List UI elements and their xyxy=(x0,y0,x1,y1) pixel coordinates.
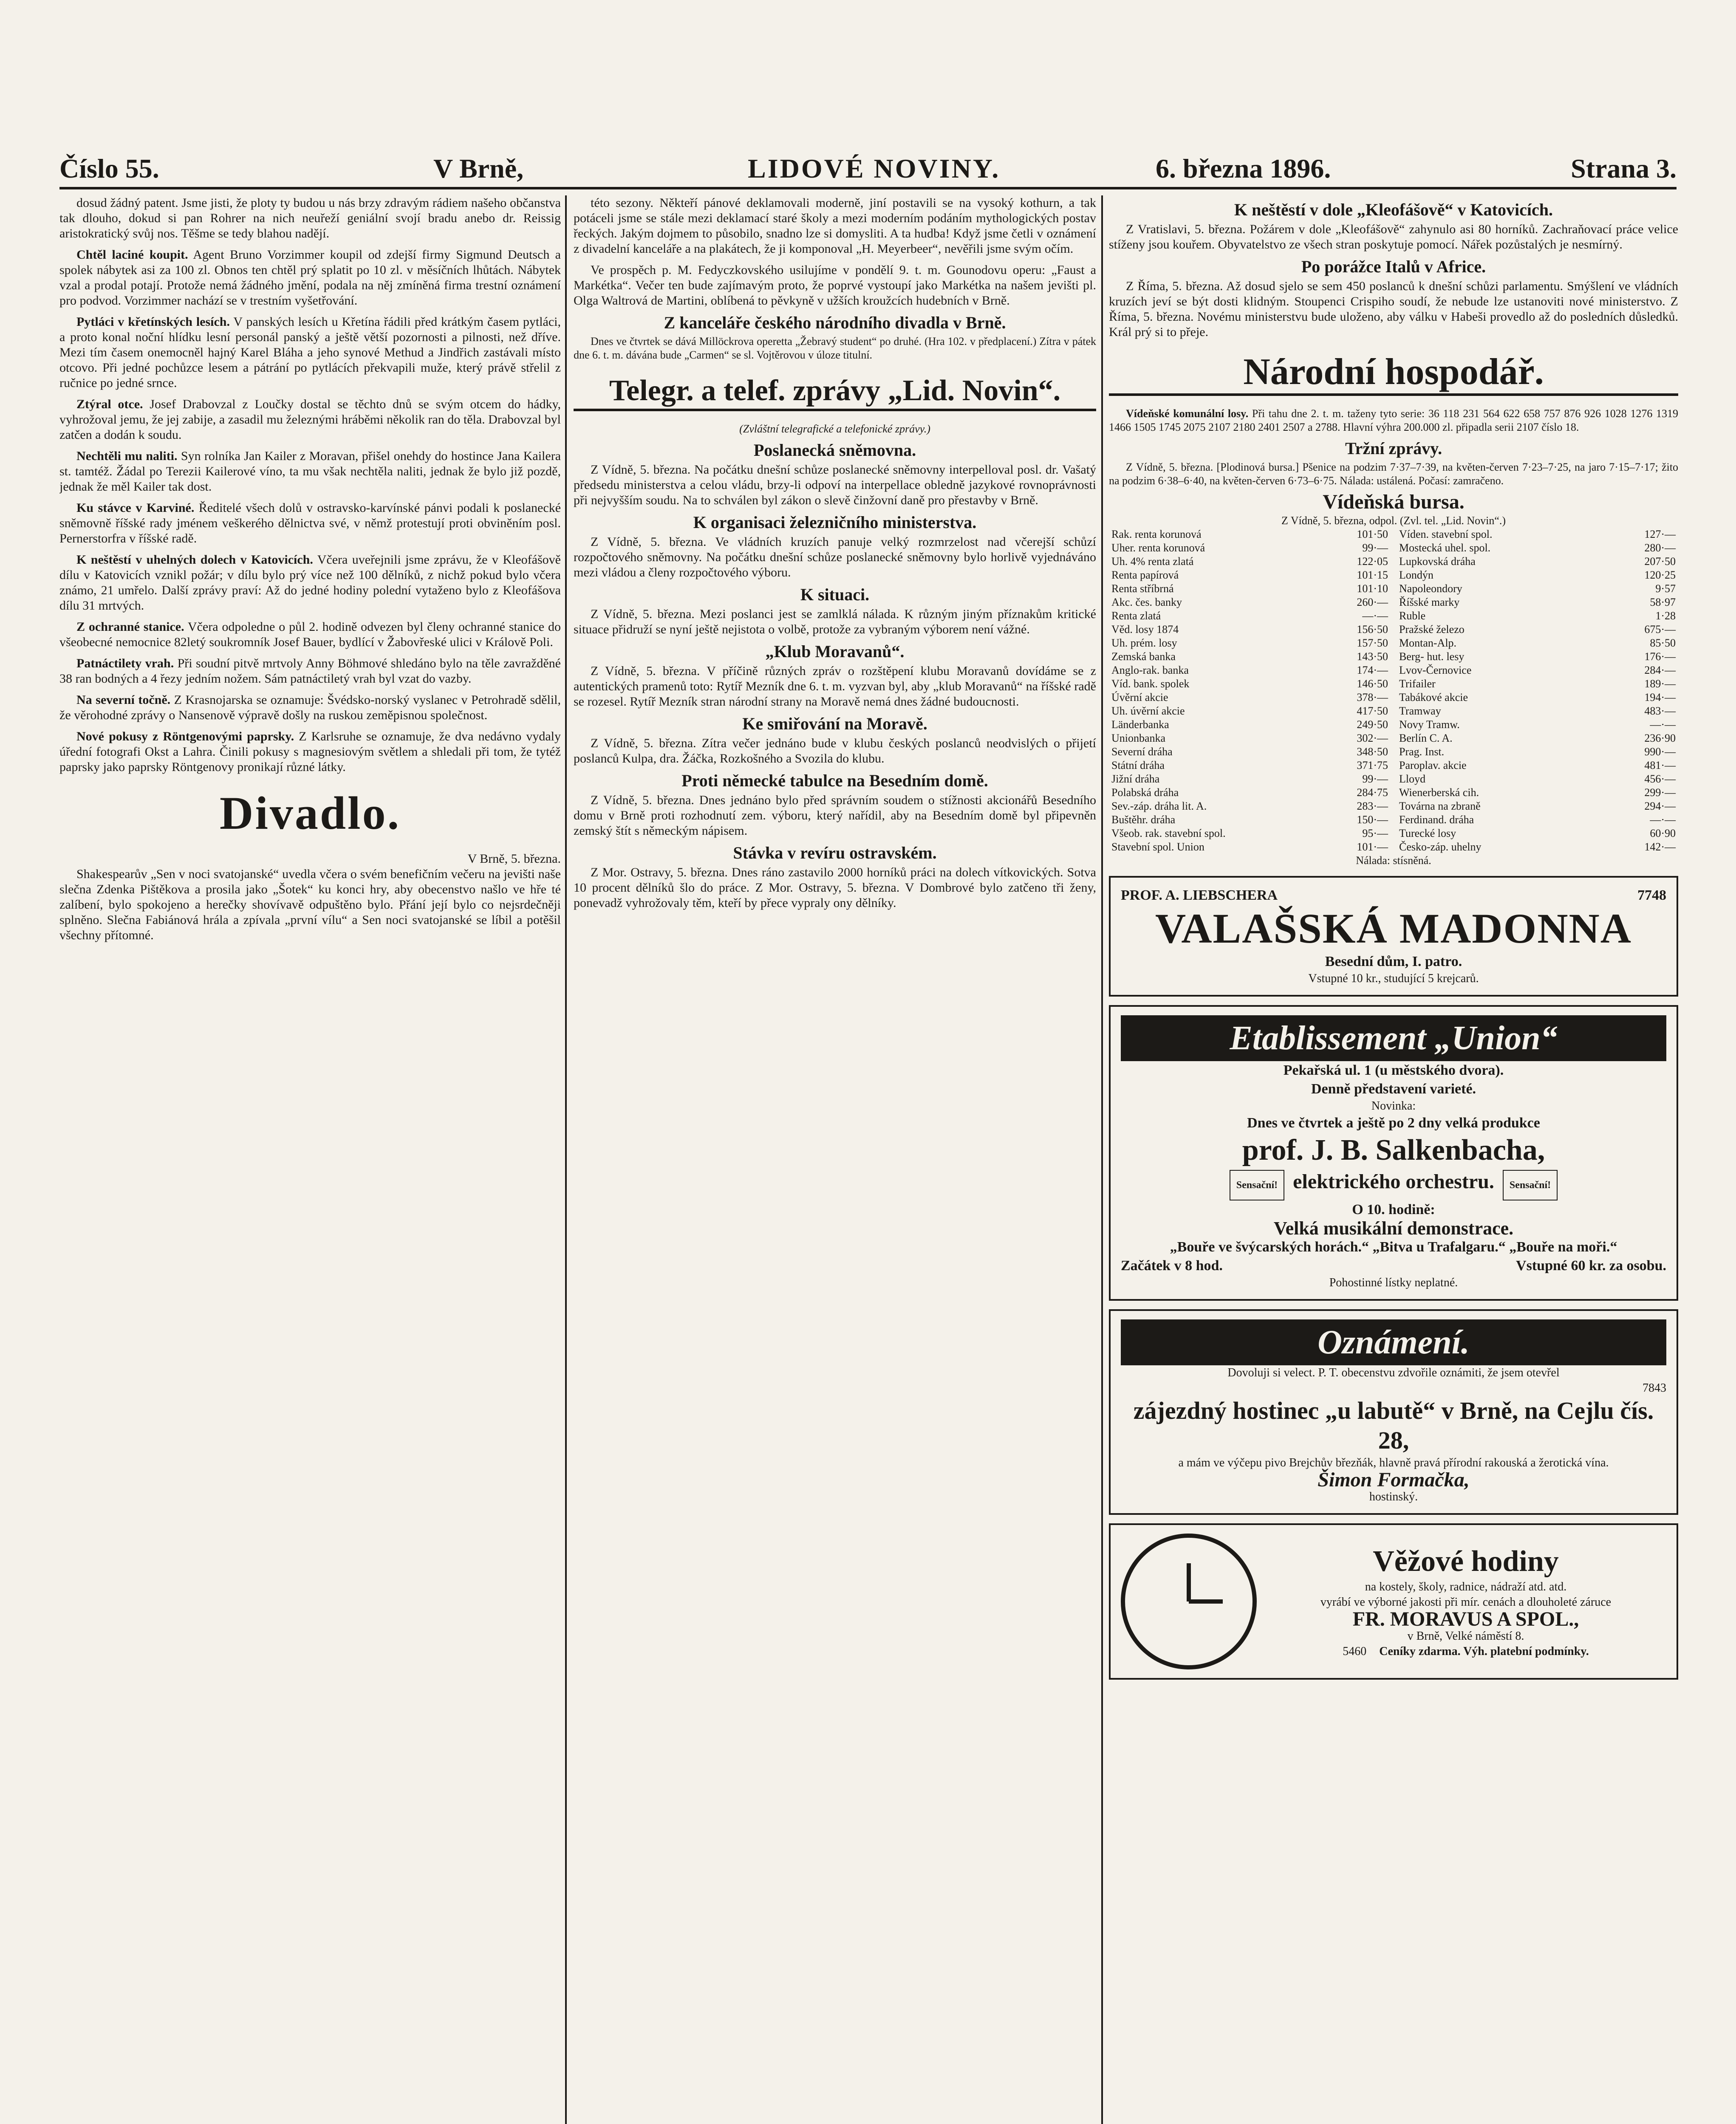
column-left xyxy=(59,195,561,2124)
bursa-row xyxy=(1109,677,1391,691)
bursa-value: 260·— xyxy=(1357,596,1388,608)
bursa-value: 60·90 xyxy=(1650,827,1676,839)
bursa-item: Berlín C. A. xyxy=(1399,732,1453,744)
bursa-row xyxy=(1397,609,1678,623)
bursa-row xyxy=(1109,596,1391,609)
bursa-value: 85·50 xyxy=(1650,637,1676,649)
news-item-title: Nové pokusy z Röntgenovými paprsky. xyxy=(76,729,294,743)
ad-footer-text: Ceníky zdarma. Výh. platební podmínky. xyxy=(1379,1645,1589,1658)
bursa-value: 150·— xyxy=(1357,813,1388,826)
bursa-item: Lloyd xyxy=(1399,773,1426,785)
news-item-title: Pytláci v křetínských lesích. xyxy=(76,315,230,329)
bursa-item: Uh. prém. losy xyxy=(1111,637,1177,649)
news-item: Z Mor. Ostravy, 5. března. Dnes ráno zastavilo 2000 horníků práci na dolech vítkovických. Sotva 10 procent dělníků šlo do práce. Z Mor. Ostravy, 5. března. V Dombrové bylo zatčeno tři ženy, ponevadž vyhrožovaly těm, kteří by přece vypraly ony dělníky. xyxy=(574,865,1096,910)
bursa-item: Státní dráha xyxy=(1111,759,1165,771)
news-item-text: Ředitelé všech dolů v ostravsko-karvínské pánvi podali k poslanecké sněmovně říšské rady jménem veškerého dělnictva své, v němž protestují proti obviněním posl. Pernerstorfra v říšské radě. xyxy=(59,501,561,545)
news-item: Z Vídně, 5. března. V příčině různých zpráv o rozštěpení klubu Moravanů dovídáme se z autentických pramenů toto: Rytíř Mezník dne 6. t. m. vyzvan byl, aby „klub Moravanů“ na říšské radě se rozesel. Rytíř Mezník stran národní strany na Moravě nemá dnes žádné budoucnosti. xyxy=(574,664,1096,709)
bursa-item: Ferdinand. dráha xyxy=(1399,813,1474,826)
news-item-title: Vídeňské komunální losy. xyxy=(1126,407,1249,420)
bursa-value: 483·— xyxy=(1644,705,1676,717)
section-title: K organisaci železničního ministerstva. xyxy=(693,513,977,532)
bursa-row xyxy=(1109,623,1391,636)
bursa-value: 156·50 xyxy=(1357,623,1388,636)
issue-number: Číslo 55. xyxy=(59,153,159,184)
bursa-value: 417·50 xyxy=(1357,705,1388,717)
news-item xyxy=(59,449,561,494)
section-title-hospodar: Národní hospodář. xyxy=(1109,351,1678,396)
bursa-value: 371·75 xyxy=(1357,759,1388,771)
bursa-item: Trifailer xyxy=(1399,678,1436,690)
news-item-title: Nechtěli mu naliti. xyxy=(76,449,178,463)
ad-clock-text xyxy=(1265,1544,1666,1659)
bursa-row xyxy=(1397,840,1678,854)
section-title: K situaci. xyxy=(800,585,870,604)
bursa-value: 101·— xyxy=(1357,841,1388,853)
bursa-value: 284·— xyxy=(1644,664,1676,676)
news-item-title: K neštěstí v uhelných dolech v Katovicích. xyxy=(76,553,313,567)
news-item-text: Včera uveřejnili jsme zprávu, že v Kleofášově dílu v Katovicích vznikl požár; v dílu bylo prý více než 100 dělníků, z nichž pokud bylo včera známo, 21 umřelo. Další zprávy praví: Až do jedné hodiny polední vytaženo bylo z Kleofášova dílu 31 mrtvých. xyxy=(59,553,561,613)
ad-title: VALAŠSKÁ MADONNA xyxy=(1155,905,1632,952)
news-item-title: Z ochranné stanice. xyxy=(76,620,184,634)
ad-title: Věžové hodiny xyxy=(1373,1545,1559,1578)
section-title: Proti německé tabulce na Besedním domě. xyxy=(681,771,988,790)
bursa-row xyxy=(1109,718,1391,732)
bursa-value: 456·— xyxy=(1644,773,1676,785)
bursa-value: —·— xyxy=(1650,813,1676,826)
bursa-row xyxy=(1397,732,1678,745)
bursa-value: 378·— xyxy=(1357,691,1388,703)
ad-signature: Šimon Formačka, xyxy=(1318,1469,1470,1491)
bursa-item: Länderbanka xyxy=(1111,718,1169,731)
news-item: Z Vratislavi, 5. března. Požárem v dole „Kleofášově“ zahynulo asi 80 horníků. Zachraňovací práce velice stíženy jsou kouřem. Obyvatelstvo ze všech stran poskytuje pomocí. Nářek pozůstalých je nesmírný. xyxy=(1109,222,1678,251)
ad-sub: na kostely, školy, radnice, nádraží atd. atd. xyxy=(1365,1580,1567,1593)
bursa-row xyxy=(1397,786,1678,799)
bursa-item: Úvěrní akcie xyxy=(1111,691,1168,703)
bursa-value: 189·— xyxy=(1644,678,1676,690)
bursa-item: Unionbanka xyxy=(1111,732,1166,744)
bursa-row xyxy=(1397,650,1678,664)
bursa-value: 157·50 xyxy=(1357,637,1388,649)
bursa-value: 302·— xyxy=(1357,732,1388,744)
ad-venue: Besední dům, I. patro. xyxy=(1325,954,1462,969)
bursa-value: 194·— xyxy=(1644,691,1676,703)
section-title-divadlo: Divadlo. xyxy=(219,787,401,839)
bursa-value: 58·97 xyxy=(1650,596,1676,608)
section-title: Ke smiřování na Moravě. xyxy=(742,714,927,733)
news-item: Z Vídně, 5. března. Dnes jednáno bylo před správním soudem o stížnosti akcionářů Besedního domu v Brně proti rozhodnutí zem. výboru, který nařídil, aby na Besedním domě byl připevněn zemský štít s německým nápisem. xyxy=(574,793,1096,838)
bursa-item: Renta stříbrná xyxy=(1111,582,1174,595)
news-item xyxy=(59,500,561,546)
bursa-value: 1·28 xyxy=(1655,610,1676,622)
bursa-value: 99·— xyxy=(1362,542,1388,554)
advertisement-clocks xyxy=(1109,1523,1678,1680)
bursa-item: Továrna na zbraně xyxy=(1399,800,1481,812)
bursa-value: 95·— xyxy=(1362,827,1388,839)
bursa-row xyxy=(1109,541,1391,555)
bursa-value: —·— xyxy=(1650,718,1676,731)
bursa-value: 675·— xyxy=(1644,623,1676,636)
bursa-row xyxy=(1397,772,1678,786)
ad-number: 5460 xyxy=(1343,1645,1367,1658)
ad-title: Etablissement „Union“ xyxy=(1121,1015,1666,1061)
bursa-value: 99·— xyxy=(1362,773,1388,785)
bursa-item: Víd. bank. spolek xyxy=(1111,678,1190,690)
bursa-item: Napoleondory xyxy=(1399,582,1462,595)
news-item xyxy=(59,692,561,723)
news-item: Z Vídně, 5. března. Mezi poslanci jest se zamlklá nálada. K různým jiným příznakům kritické situace přidruží se nyní ještě nejistota o volbě, protože za vybraným výborem není vážné. xyxy=(574,607,1096,636)
section-title: Poslanecká sněmovna. xyxy=(753,441,916,460)
bursa-value: 249·50 xyxy=(1357,718,1388,731)
bursa-row xyxy=(1109,799,1391,813)
ad-subtitle: Denně představení varieté. xyxy=(1311,1081,1476,1097)
advertisement-hostinec xyxy=(1109,1309,1678,1515)
ad-address: Pekařská ul. 1 (u městského dvora). xyxy=(1283,1062,1504,1078)
bursa-value: 283·— xyxy=(1357,800,1388,812)
bursa-row xyxy=(1397,691,1678,704)
bursa-table-left xyxy=(1109,528,1391,854)
bursa-item: Věd. losy 1874 xyxy=(1111,623,1179,636)
bursa-item: Uher. renta korunová xyxy=(1111,542,1205,554)
ad-note: Pohostinné lístky neplatné. xyxy=(1329,1276,1458,1289)
bursa-value: 207·50 xyxy=(1644,555,1676,568)
bursa-row xyxy=(1397,759,1678,772)
bursa-row xyxy=(1109,827,1391,840)
bursa-row xyxy=(1397,568,1678,582)
bursa-item: Renta papírová xyxy=(1111,569,1179,581)
bursa-item: Anglo-rak. banka xyxy=(1111,664,1189,676)
bursa-row xyxy=(1109,691,1391,704)
bursa-row xyxy=(1397,664,1678,677)
bursa-item: Tabákové akcie xyxy=(1399,691,1468,703)
telegraph-subtitle: (Zvláštní telegrafické a telefonické zprávy.) xyxy=(739,423,930,435)
bursa-value: 294·— xyxy=(1644,800,1676,812)
ad-text: Dovoluji si velect. P. T. obecenstvu zdvořile oznámiti, že jsem otevřel xyxy=(1227,1366,1560,1379)
ad-novinka: Novinka: xyxy=(1371,1099,1416,1113)
news-item-text: Při soudní pitvě mrtvoly Anny Böhmové shledáno bylo na těle zavražděné 38 ran bodných a 4 řezy jedním nožem. Sám patnáctiletý vrah byl vzat do vazby. xyxy=(59,656,561,686)
ad-place: zájezdný hostinec „u labutě“ v Brně, na Cejlu čís. 28, xyxy=(1133,1397,1654,1454)
bursa-row xyxy=(1397,528,1678,541)
bursa-item: Buštěhr. dráha xyxy=(1111,813,1176,826)
bursa-row xyxy=(1109,772,1391,786)
news-item: Z Vídně, 5. března. [Plodinová bursa.] Pšenice na podzim 7·37–7·39, na květen-červen 7·23–7·25, na jaro 7·15–7·17; žito na podzim 6·38–6·40, na květen-červen 6·73–6·75. Nálada: ustálená. Počasí: zamračeno. xyxy=(1109,461,1678,487)
bursa-row xyxy=(1397,718,1678,732)
news-item: Dnes ve čtvrtek se dává Millöckrova operetta „Žebravý student“ po druhé. (Hra 102. v předplacení.) Zítra v pátek dne 6. t. m. dávána bude „Carmen“ se sl. Vojtěrovou v úloze titulní. xyxy=(574,335,1096,361)
advertisement-union xyxy=(1109,1005,1678,1301)
bursa-item: Stavební spol. Union xyxy=(1111,841,1204,853)
bursa-row xyxy=(1397,582,1678,596)
bursa-item: Rak. renta korunová xyxy=(1111,528,1202,540)
bursa-value: 348·50 xyxy=(1357,746,1388,758)
bursa-row xyxy=(1109,609,1391,623)
column-middle xyxy=(574,195,1096,2124)
news-item xyxy=(59,552,561,613)
section-title: Vídeňská bursa. xyxy=(1323,491,1465,513)
bursa-item: Lvov-Černovice xyxy=(1399,664,1472,676)
sensation-badge: Sensační! xyxy=(1503,1170,1558,1200)
ad-text: Dnes ve čtvrtek a ještě po 2 dny velká produkce xyxy=(1247,1115,1540,1131)
section-title: „Klub Moravanů“. xyxy=(765,642,905,661)
bursa-value: 990·— xyxy=(1644,746,1676,758)
section-title: Stávka v revíru ostravském. xyxy=(733,843,937,862)
ad-clock-row xyxy=(1121,1534,1666,1669)
news-item: Ve prospěch p. M. Fedyczkovského usilujíme v pondělí 9. t. m. Gounodovu operu: „Faust a Markétka“. Večer ten bude zajímavým proto, že poprvé vystoupí jako Markétka na našem jevišti pl. Olga Waltrová de Martini, oblíbená to pěvkyně v užších kroužcích hudebních v Brně. xyxy=(574,263,1096,308)
bursa-row xyxy=(1397,623,1678,636)
bursa-row xyxy=(1109,636,1391,650)
bursa-item: Akc. čes. banky xyxy=(1111,596,1182,608)
bursa-item: Říšské marky xyxy=(1399,596,1460,608)
bursa-row xyxy=(1109,555,1391,568)
page-number: Strana 3. xyxy=(1571,153,1677,184)
news-item-text: Včera odpoledne o půl 2. hodině odvezen byl členy ochranné stanice do všeobecné nemocnice 82letý soukromník Josef Bauer, bydlící v Žabovřeské ulici v Králově Poli. xyxy=(59,620,561,649)
dateline: V Brně, 5. března. xyxy=(467,852,561,866)
news-item: Z Vídně, 5. března. Na počátku dnešní schůze poslanecké sněmovny interpelloval posl. dr. Vašatý předsedu ministerstva a celou vládu, brzy-li odpoví na interpellace obledně jazykové rovnoprávnosti při nejvyšším soudu. Na to schválen byl zákon o slevě činžovní daně pro přestavby v Brně. xyxy=(574,463,1096,507)
bursa-value: 143·50 xyxy=(1357,650,1388,663)
column-divider xyxy=(1101,195,1103,2124)
ad-price: Vstupné 60 kr. za osobu. xyxy=(1516,1258,1666,1274)
news-item xyxy=(59,314,561,391)
news-item-title: Na severní točně. xyxy=(76,693,171,707)
bursa-item: Mostecká uhel. spol. xyxy=(1399,542,1491,554)
bursa-item: Česko-záp. uhelny xyxy=(1399,841,1482,853)
bursa-item: Sev.-záp. dráha lit. A. xyxy=(1111,800,1207,812)
ad-entry: Vstupné 10 kr., studující 5 krejcarů. xyxy=(1308,972,1479,985)
news-item: Z Říma, 5. března. Až dosud sjelo se sem 450 poslanců k dnešní schůzi parlamentu. Smýšlení ve vládních kruzích jeví se být dosti klidným. Stoupenci Crispiho soudí, že nebude lze ustanoviti nové ministerstvo. Z Říma, 5. března. Novému ministerstvu bude uloženo, aby válku v Habeši provedlo až do posledních důsledků. Král prý si to přeje. xyxy=(1109,279,1678,339)
news-item-title: Patnáctilety vrah. xyxy=(76,656,174,670)
news-item-title: Chtěl laciné koupit. xyxy=(76,248,188,262)
news-item-text: Agent Bruno Vorzimmer koupil od zdejší firmy Sigmund Deutsch a spolek nábytek asi za 100 zl. Obnos ten chtěl prý splatit po 10 zl. v měsíčních lhůtách. Nábytek vzal a prodal potají. Protože nemá žádného jmění, podala na něj zmíněná firma trestní oznámení pro podvod. Vorzimmer nachází se v trestním vyšetřování. xyxy=(59,248,561,308)
bursa-item: Ruble xyxy=(1399,610,1426,622)
bursa-row xyxy=(1397,636,1678,650)
telegraph-banner: Telegr. a telef. zprávy „Lid. Novin“. xyxy=(574,373,1096,411)
ad-role: hostinský. xyxy=(1369,1490,1418,1503)
article-intro: této sezony. Někteří pánové deklamovali moderně, jiní postavili se na vysoký kothurn, a tak potáceli jsme se stále mezi deklamací staré školy a mezi moderním podáním mythologických postav řeckých. Jakým dojmem to působilo, snadno lze si domysliti. A ta hudba! Když jsme četli v oznámení z divadelní kanceláře a na plakátech, že ji komponoval „H. Meyerbeer“, nevěřili jsme svým očím. xyxy=(574,196,1096,256)
ad-address: v Brně, Velké náměstí 8. xyxy=(1407,1630,1524,1643)
section-title: Tržní zprávy. xyxy=(1345,439,1442,458)
news-item: Z Vídně, 5. března. Ve vládních kruzích panuje velký rozmrzelost nad včerejší schůzí rozpočtového sněmovny. Na počátku dnešní schůze poslanecké sněmovny bylo horlivě vyjednáváno mezi vládou a členy rozpočtového výboru. xyxy=(574,535,1096,579)
advertisement-madonna xyxy=(1109,876,1678,997)
bursa-item: Pražské železo xyxy=(1399,623,1465,636)
news-item xyxy=(59,656,561,686)
bursa-row xyxy=(1397,596,1678,609)
bursa-value: 481·— xyxy=(1644,759,1676,771)
bursa-row xyxy=(1109,745,1391,759)
section-title: Z kanceláře českého národního divadla v Brně. xyxy=(664,313,1006,332)
news-item xyxy=(59,729,561,775)
ad-orchestra: elektrického orchestru. xyxy=(1293,1170,1494,1193)
bursa-row xyxy=(1109,528,1391,541)
sensation-badge: Sensační! xyxy=(1230,1170,1284,1200)
bursa-item: Všeob. rak. stavební spol. xyxy=(1111,827,1226,839)
bursa-value: 142·— xyxy=(1644,841,1676,853)
bursa-value: 176·— xyxy=(1644,650,1676,663)
bursa-item: Wienerberská cih. xyxy=(1399,786,1479,799)
bursa-row xyxy=(1109,568,1391,582)
news-item-text: Z Karlsruhe se oznamuje, že dva nedávno vydaly úřední fotografi Okst a Lahra. Činili pokusy s magnesiovým světlem a shledali při tom, že tytéž paprsky jako paprsky Röntgenovy pronikají různé látky. xyxy=(59,729,561,774)
bursa-value: 120·25 xyxy=(1644,569,1676,581)
bursa-value: 299·— xyxy=(1644,786,1676,799)
news-item xyxy=(59,619,561,650)
bursa-item: Zemská banka xyxy=(1111,650,1176,663)
ad-number: 7748 xyxy=(1637,887,1666,903)
bursa-item: Berg- hut. lesy xyxy=(1399,650,1465,663)
ad-title: Oznámení. xyxy=(1121,1319,1666,1365)
bursa-value: 174·— xyxy=(1357,664,1388,676)
bursa-row xyxy=(1109,786,1391,799)
bursa-row xyxy=(1397,799,1678,813)
bursa-item: Novy Tramw. xyxy=(1399,718,1460,731)
bursa-row xyxy=(1397,541,1678,555)
bursa-item: Uh. úvěrní akcie xyxy=(1111,705,1185,717)
ad-time: O 10. hodině: xyxy=(1352,1202,1435,1217)
bursa-row xyxy=(1109,664,1391,677)
bursa-row xyxy=(1109,582,1391,596)
paper-title: LIDOVÉ NOVINY. xyxy=(748,153,1001,184)
news-item-title: Ztýral otce. xyxy=(76,397,143,411)
bursa-value: 284·75 xyxy=(1357,786,1388,799)
page-header xyxy=(59,153,1677,189)
bursa-item: Londýn xyxy=(1399,569,1433,581)
bursa-row xyxy=(1397,813,1678,827)
bursa-value: 127·— xyxy=(1644,528,1676,540)
bursa-item: Montan-Alp. xyxy=(1399,637,1457,649)
ad-number: 7843 xyxy=(1643,1381,1666,1395)
bursa-value: 9·57 xyxy=(1655,582,1676,595)
ad-pieces: „Bouře ve švýcarských horách.“ „Bitva u Trafalgaru.“ „Bouře na moři.“ xyxy=(1170,1239,1617,1255)
clock-icon xyxy=(1121,1534,1257,1669)
dateline: Z Vídně, 5. března, odpol. (Zvl. tel. „Lid. Novin“.) xyxy=(1281,514,1506,527)
ad-orchestra-row xyxy=(1121,1168,1666,1200)
bursa-row xyxy=(1109,813,1391,827)
bursa-item: Uh. 4% renta zlatá xyxy=(1111,555,1194,568)
ad-demo: Velká musikální demonstrace. xyxy=(1273,1218,1514,1239)
ad-firm: FR. MORAVUS A SPOL., xyxy=(1352,1608,1579,1630)
bursa-item: Lupkovská dráha xyxy=(1399,555,1476,568)
issue-date: 6. března 1896. xyxy=(1156,153,1331,184)
bursa-row xyxy=(1109,732,1391,745)
news-item-title: Ku stávce v Karviné. xyxy=(76,501,195,515)
bursa-table-right xyxy=(1397,528,1678,854)
bursa-footer: Nálada: stísněná. xyxy=(1356,854,1431,867)
news-item: Z Vídně, 5. března. Zítra večer jednáno bude v klubu českých poslanců neodvislých o přijetí poslanců Kulpa, dra. Žáčka, Rozkošného a Svozila do klubu. xyxy=(574,736,1096,765)
ad-text: vyrábí ve výborné jakosti při mír. cenách a dlouholeté záruce xyxy=(1320,1596,1612,1609)
bursa-item: Renta zlatá xyxy=(1111,610,1161,622)
bursa-row xyxy=(1397,555,1678,568)
bursa-value: 236·90 xyxy=(1644,732,1676,744)
bursa-value: 101·10 xyxy=(1357,582,1388,595)
news-item-text: Syn rolníka Jan Kailer z Moravan, přišel onehdy do hostince Jana Kailera st. tamtéž. Žádal po Terezii Kailerové víno, ta mu však nechtěla naliti, jednak že bylo již pozdě, jednak že měl Kailer tak dost. xyxy=(59,449,561,494)
bursa-item: Tramway xyxy=(1399,705,1441,717)
bursa-item: Turecké losy xyxy=(1399,827,1456,839)
ad-footer xyxy=(1121,1257,1666,1275)
bursa-value: —·— xyxy=(1362,610,1388,622)
column-divider xyxy=(565,195,567,2124)
article-intro: dosud žádný patent. Jsme jisti, že ploty ty budou u nás brzy zdravým rádiem našeho občanstva tak dlouho, dokud si pan Rohrer na nich neuřeží geniální svojí bradu anebo dr. Reissig aristokratický svůj nos. Těšme se tedy blahou nadějí. xyxy=(59,196,561,240)
city-label: V Brně, xyxy=(433,153,524,184)
section-title: K neštěstí v dole „Kleofášově“ v Katovicích. xyxy=(1234,200,1553,219)
bursa-tables xyxy=(1109,528,1678,854)
bursa-item: Polabská dráha xyxy=(1111,786,1179,799)
section-title: Po porážce Italů v Africe. xyxy=(1301,257,1486,276)
bursa-value: 146·50 xyxy=(1357,678,1388,690)
news-item xyxy=(59,397,561,443)
news-item-text: Z Krasnojarska se oznamuje: Švédsko-norský vyslanec v Petrohradě sdělil, že věrohodné zprávy o Nansenově výpravě došly na ruskou zeměpisnou společnost. xyxy=(59,693,561,722)
bursa-row xyxy=(1109,840,1391,854)
bursa-value: 122·05 xyxy=(1357,555,1388,568)
ad-start: Začátek v 8 hod. xyxy=(1121,1258,1223,1274)
bursa-value: 101·50 xyxy=(1357,528,1388,540)
ad-header xyxy=(1121,886,1666,905)
news-item-text: Josef Drabovzal z Loučky dostal se těchto dnů se svým otcem do hádky, vyhrožoval jemu, že jej zabije, a zasadil mu železnými hráběmi několik ran do těla. Drabovzal byl zatčen a dodán k soudu. xyxy=(59,397,561,442)
bursa-item: Víden. stavební spol. xyxy=(1399,528,1493,540)
ad-performer: prof. J. B. Salkenbacha, xyxy=(1242,1134,1545,1167)
bursa-item: Paroplav. akcie xyxy=(1399,759,1467,771)
bursa-row xyxy=(1397,745,1678,759)
news-item xyxy=(59,247,561,308)
bursa-row xyxy=(1397,677,1678,691)
bursa-value: 280·— xyxy=(1644,542,1676,554)
bursa-value: 101·15 xyxy=(1357,569,1388,581)
ad-author: PROF. A. LIEBSCHERA xyxy=(1121,887,1278,903)
bursa-row xyxy=(1397,827,1678,840)
news-item-text: Při tahu dne 2. t. m. taženy tyto serie: 36 118 231 564 622 658 757 876 926 1028 1276 1319 1466 1505 1745 2075 2107 2180 2401 2507 a 2788. Hlavní výhra 200.000 zl. připadla serii 2107 číslo 18. xyxy=(1109,407,1678,433)
bursa-row xyxy=(1109,650,1391,664)
ad-footer xyxy=(1265,1644,1666,1659)
news-item-text: V panských lesích u Křetína řádili před krátkým časem pytláci, a proto konal noční hlídku lesní personál panský a ještě větší pozornosti a pilnosti, než dříve. Mezi tím časem onemocněl hajný Karel Bláha a jeho synové Methud a Jindřich zastávali místo otcovo. Při jedné pochůzce lesem a pátrání po pytlácích překvapili muže, který právě střelil z ručnice po jedné srnce. xyxy=(59,315,561,390)
news-item xyxy=(1109,407,1678,434)
bursa-row xyxy=(1109,759,1391,772)
bursa-item: Prag. Inst. xyxy=(1399,746,1445,758)
bursa-item: Severní dráha xyxy=(1111,746,1173,758)
theatre-review: Shakespearův „Sen v noci svatojanské“ uvedla včera o svém benefičním večeru na jevišti naše slečna Zdenka Pištěkova a prosila jako „Šotek“ ku konci hry, aby obecenstvo našlo ve hře té zalíbení, bylo spokojeno a herečky shovívavě odpuštěno bylo. Přání její bylo co nejsrdečněji splněno. Slečna Fabiánová hrála a zpívala „první vílu“ a Sen noci svatojanské se líbil a potěšil všechny přítomné. xyxy=(59,867,561,942)
bursa-row xyxy=(1397,704,1678,718)
bursa-item: Jižní dráha xyxy=(1111,773,1160,785)
bursa-row xyxy=(1109,704,1391,718)
column-right xyxy=(1109,195,1678,2124)
ad-body: a mám ve výčepu pivo Brejchův březňák, hlavně pravá přírodní rakouská a žerotická vína. xyxy=(1178,1456,1609,1469)
